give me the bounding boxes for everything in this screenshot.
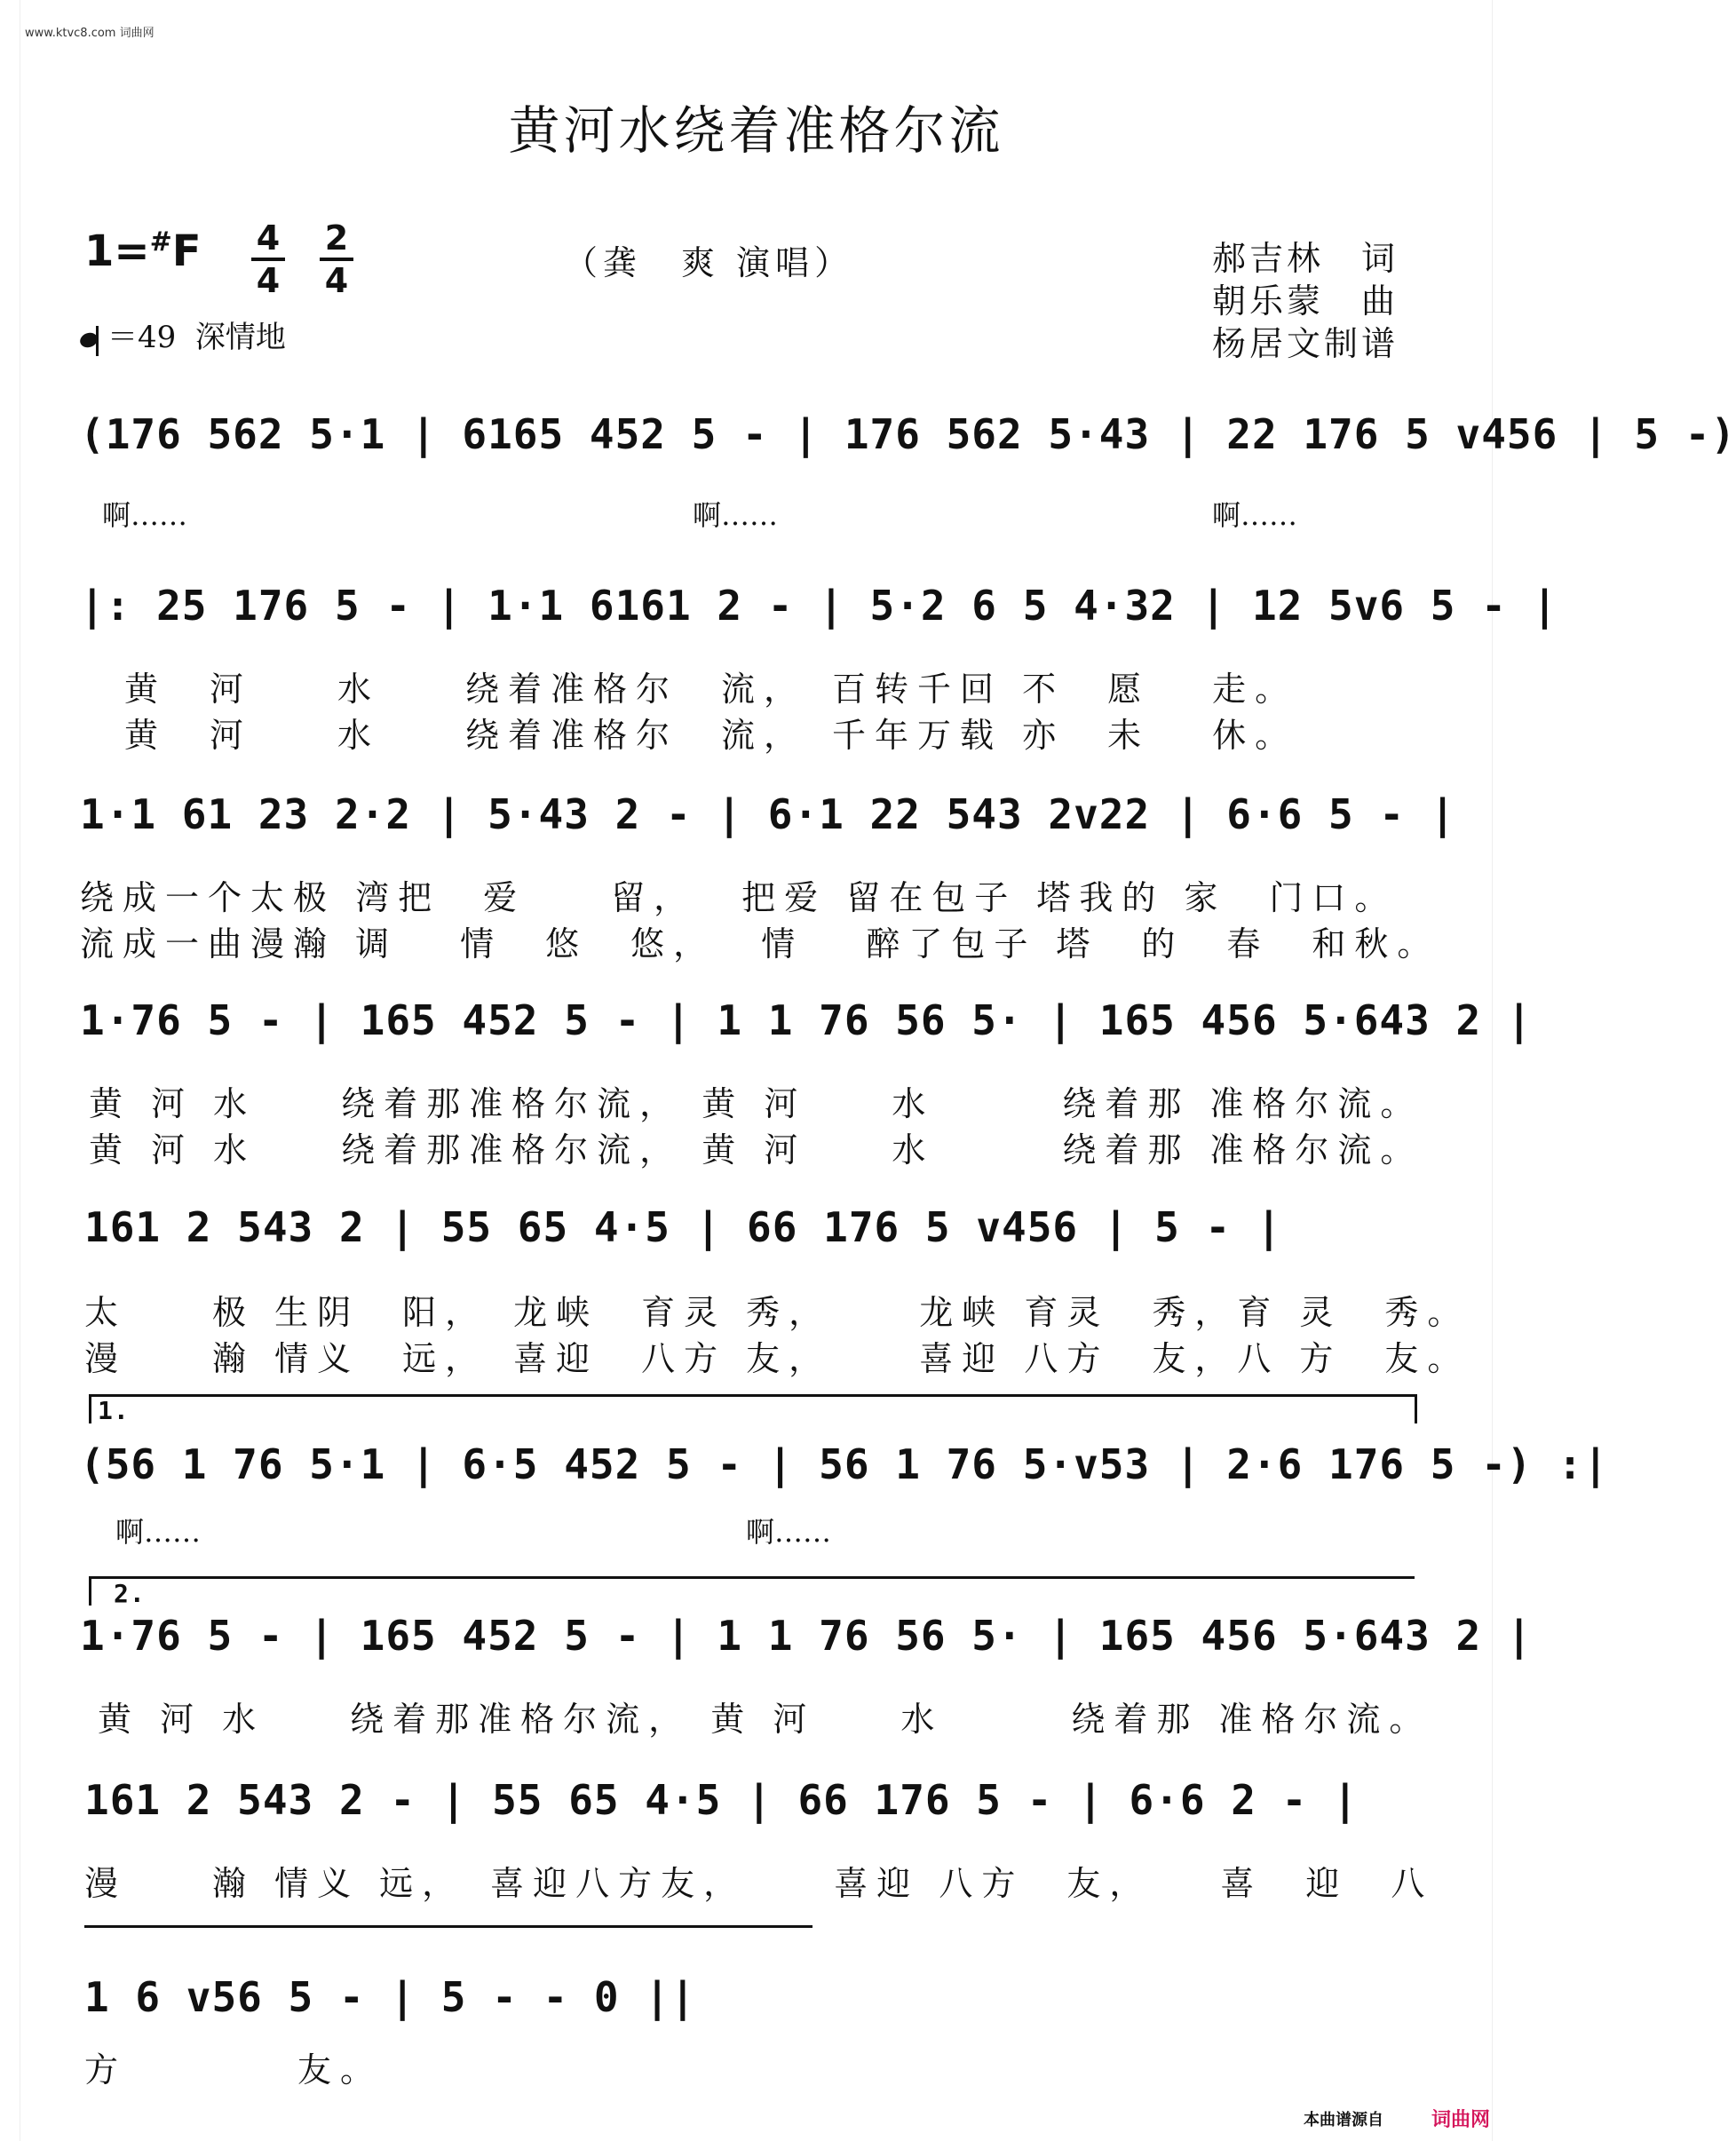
- system-1-ah-2: 啊……: [693, 498, 779, 532]
- page-title: 黄河水绕着准格尔流: [508, 100, 1004, 161]
- system-9-notes: 1 6 v56 5 - | 5 - - 0 ||: [84, 1973, 696, 2021]
- system-3-lyric-2: 流成一曲漫瀚 调 情 悠 悠， 情 醉了包子 塔 的 春 和秋。: [80, 924, 1440, 963]
- meter-1-bottom: 4: [256, 261, 281, 300]
- system-4-lyric-2: 黄 河 水 绕着那准格尔流， 黄 河 水 绕着那 准格尔流。: [89, 1130, 1423, 1170]
- key-signature: [84, 226, 202, 276]
- system-5-notes: 161 2 543 2 | 55 65 4·5 | 66 176 5 v456 | 5 - |: [84, 1203, 1282, 1251]
- system-2-notes: |: 25 176 5 - | 1·1 6161 2 - | 5·2 6 5 4·32 | 12 5v6 5 - |: [80, 582, 1558, 630]
- system-5-lyric-2: 漫 瀚 情义 远， 喜迎 八方 友， 喜迎 八方 友，八 方 友。: [84, 1339, 1470, 1378]
- system-2-lyric-1: 黄 河 水 绕着准格尔 流， 百转千回 不 愿 走。: [124, 670, 1298, 709]
- system-6-notes: (56 1 76 5·1 | 6·5 452 5 - | 56 1 76 5·v53 | 2·6 176 5 -) :|: [80, 1440, 1609, 1488]
- final-bracket-line: [84, 1925, 813, 1928]
- volta-1-bracket: [89, 1394, 1417, 1423]
- volta-2-bracket: [89, 1576, 1415, 1606]
- system-4-notes: 1·76 5 - | 165 452 5 - | 1 1 76 56 5· | 165 456 5·643 2 |: [80, 996, 1533, 1044]
- system-4-lyric-1: 黄 河 水 绕着那准格尔流， 黄 河 水 绕着那 准格尔流。: [89, 1084, 1423, 1123]
- system-7-notes: 1·76 5 - | 165 452 5 - | 1 1 76 56 5· | 165 456 5·643 2 |: [80, 1612, 1533, 1660]
- volta-1-label: 1.: [98, 1396, 130, 1425]
- system-6-ah-2: 啊……: [746, 1515, 832, 1549]
- system-9-lyric-1: 方 友。: [84, 2050, 384, 2089]
- system-1-ah-1: 啊……: [102, 498, 188, 532]
- tempo-marking: [80, 313, 286, 356]
- tempo-expression: 深情地: [194, 320, 286, 355]
- system-8-lyric-1: 漫 瀚 情义 远， 喜迎八方友， 喜迎 八方 友， 喜 迎 八: [84, 1864, 1434, 1903]
- system-5-lyric-1: 太 极 生阴 阳， 龙峡 育灵 秀， 龙峡 育灵 秀，育 灵 秀。: [84, 1293, 1470, 1332]
- meter-2-top: 2: [324, 218, 349, 258]
- lyricist-credit: 郝吉林 词: [1212, 239, 1399, 278]
- composer-credit: 朝乐蒙 曲: [1212, 282, 1399, 321]
- system-8-notes: 161 2 543 2 - | 55 65 4·5 | 66 176 5 - | 6·6 2 - |: [84, 1776, 1359, 1824]
- meter-2-bottom: 4: [324, 261, 349, 300]
- key-note: F: [171, 226, 202, 276]
- singer-credit: （龚 爽 演唱）: [564, 243, 854, 282]
- system-2-lyric-2: 黄 河 水 绕着准格尔 流， 千年万载 亦 未 休。: [124, 716, 1298, 755]
- system-1-notes: (176 562 5·1 | 6165 452 5 - | 176 562 5·43 | 22 176 5 v456 | 5 -): [80, 410, 1736, 458]
- meter-2: [320, 220, 353, 298]
- footer-brand[interactable]: 词曲网: [1431, 2109, 1491, 2131]
- site-url: www.ktvc8.com 词曲网: [25, 27, 155, 40]
- left-margin-strip: [0, 0, 20, 2141]
- system-3-notes: 1·1 61 23 2·2 | 5·43 2 - | 6·1 22 543 2v22 | 6·6 5 - |: [80, 790, 1456, 838]
- key-prefix: 1=: [84, 226, 150, 276]
- meter-1: [251, 220, 285, 298]
- footer-source: 本曲谱源自: [1304, 2111, 1383, 2129]
- transcriber-credit: 杨居文制谱: [1212, 324, 1399, 363]
- sharp-sign: #: [149, 226, 172, 258]
- meter-1-top: 4: [256, 218, 281, 258]
- system-7-lyric-1: 黄 河 水 绕着那准格尔流， 黄 河 水 绕着那 准格尔流。: [98, 1700, 1432, 1739]
- system-6-ah-1: 啊……: [115, 1515, 202, 1549]
- tempo-value: ＝49: [107, 320, 177, 355]
- system-3-lyric-1: 绕成一个太极 湾把 爱 留， 把爱 留在包子 塔我的 家 门口。: [80, 878, 1398, 917]
- right-margin-strip: [1492, 0, 1512, 2141]
- volta-2-label: 2.: [114, 1579, 146, 1608]
- system-1-ah-3: 啊……: [1212, 498, 1298, 532]
